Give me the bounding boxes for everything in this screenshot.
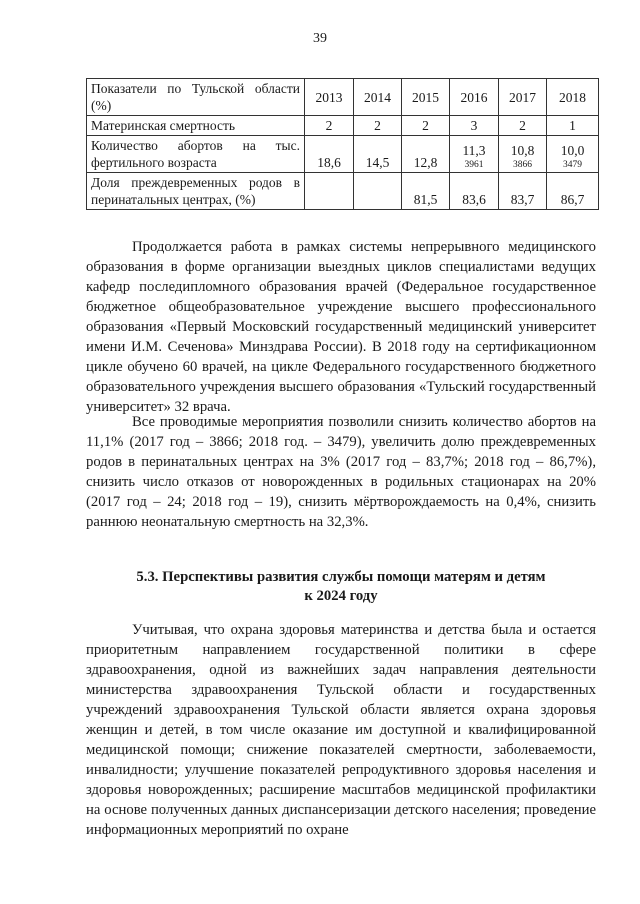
row-label: Доля преждевременных родов в перинатальных центрах, (%) bbox=[87, 173, 305, 210]
cell-value: 10,0 bbox=[560, 143, 585, 158]
paragraph: Все проводимые мероприятия позволили снизить количество абортов на 11,1% (2017 год – 3866; 2018 год. – 3479), увеличить долю преждевременных родов в перинатальных центрах на 3% (2017 год – 83,7%; 2018 год – 86,7%), снизить число отказов от новорожденных в родильных стационарах на 20% (2017 год – 24; 2018 год – 19), снизить мёртворождаемость на 0,4%, снизить раннюю неонатальную смертность на 32,3%. bbox=[86, 414, 596, 530]
value-cell bbox=[305, 173, 354, 210]
cell-value: 10,8 bbox=[510, 143, 535, 158]
value-cell bbox=[499, 136, 547, 173]
cell-subvalue: 3479 bbox=[563, 160, 582, 170]
value-cell bbox=[450, 116, 499, 136]
section-heading bbox=[86, 568, 596, 606]
table-row bbox=[87, 116, 599, 136]
statistics-table bbox=[86, 78, 599, 210]
year-header-cell: 2014 bbox=[354, 79, 402, 116]
cell-value: 2 bbox=[519, 118, 526, 133]
year-header-cell: 2016 bbox=[450, 79, 499, 116]
cell-value: 14,5 bbox=[365, 155, 390, 170]
value-cell bbox=[354, 136, 402, 173]
table-header-row bbox=[87, 79, 599, 116]
value-cell bbox=[305, 136, 354, 173]
cell-subvalue: 3866 bbox=[513, 160, 532, 170]
value-cell bbox=[450, 173, 499, 210]
paragraph-block-cme bbox=[86, 237, 596, 417]
cell-value: 11,3 bbox=[462, 143, 486, 158]
value-cell bbox=[305, 116, 354, 136]
value-cell bbox=[402, 136, 450, 173]
year-header-cell: 2015 bbox=[402, 79, 450, 116]
row-label: Материнская смертность bbox=[87, 116, 305, 136]
cell-value: 86,7 bbox=[560, 192, 585, 207]
table-row bbox=[87, 173, 599, 210]
value-cell bbox=[402, 173, 450, 210]
paragraph: Продолжается работа в рамках системы непрерывного медицинского образования в форме организации выездных циклов специалистами ведущих кафедр последипломного образования врачей (Федеральное государственное бюджетное общеобразовательное учреждение высшего профессионального образования «Первый Московский государственный медицинский университет имени И.М. Сеченова» Минздрава России). В 2018 году на сертификационном цикле обучено 60 врачей, на цикле Федерального государственного бюджетного образовательного учреждения высшего образования «Тульский государственный университет» 32 врача. bbox=[86, 239, 596, 415]
value-cell bbox=[354, 173, 402, 210]
cell-value: 2 bbox=[422, 118, 429, 133]
section-heading-line: к 2024 году bbox=[304, 588, 378, 604]
cell-value: 2 bbox=[325, 118, 333, 133]
value-cell bbox=[450, 136, 499, 173]
paragraph-block-perspectives bbox=[86, 620, 596, 840]
cell-subvalue: 3961 bbox=[464, 160, 484, 170]
paragraph-block-results bbox=[86, 412, 596, 532]
value-cell bbox=[547, 116, 599, 136]
value-cell bbox=[402, 116, 450, 136]
cell-value: 83,6 bbox=[462, 192, 486, 207]
page-number: 39 bbox=[313, 31, 327, 46]
value-cell bbox=[499, 173, 547, 210]
cell-value: 12,8 bbox=[413, 155, 438, 170]
value-cell bbox=[354, 116, 402, 136]
value-cell bbox=[547, 136, 599, 173]
cell-value: 81,5 bbox=[413, 192, 438, 207]
cell-value: 1 bbox=[569, 118, 576, 133]
cell-value: 2 bbox=[374, 118, 381, 133]
year-header-cell: 2013 bbox=[305, 79, 354, 116]
table-row bbox=[87, 136, 599, 173]
cell-value: 18,6 bbox=[317, 155, 341, 170]
paragraph: Учитывая, что охрана здоровья материнства и детства была и остается приоритетным направлением государственной политики в сфере здравоохранения, одной из важнейших задач направления деятельности министерства здравоохранения Тульской области и государственных учреждений здравоохранения Тульской области является охрана здоровья женщин и детей, в том числе оказание им доступной и квалифицированной медицинской помощи; снижение показателей смертности, заболеваемости, инвалидности; улучшение показателей репродуктивного здоровья населения и здоровья новорожденных; расширение масштабов медицинской профилактики на основе полученных данных диспансеризации детского населения; проведение информационных мероприятий по охране bbox=[86, 622, 596, 838]
section-heading-line: 5.3. Перспективы развития службы помощи матерям и детям bbox=[136, 569, 546, 585]
year-header-cell: 2018 bbox=[547, 79, 599, 116]
cell-value: 83,7 bbox=[510, 192, 535, 207]
row-label: Количество абортов на тыс. фертильного возраста bbox=[87, 136, 305, 173]
table-header-label: Показатели по Тульской области (%) bbox=[87, 79, 305, 116]
value-cell bbox=[499, 116, 547, 136]
cell-value: 3 bbox=[470, 118, 478, 133]
year-header-cell: 2017 bbox=[499, 79, 547, 116]
value-cell bbox=[547, 173, 599, 210]
